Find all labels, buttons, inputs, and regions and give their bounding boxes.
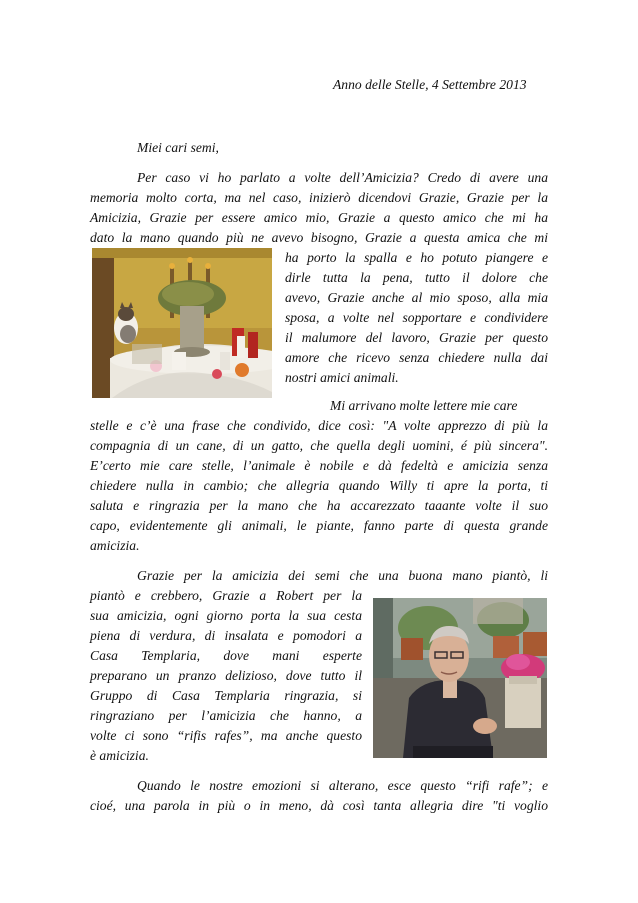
- paragraph-3-line: volte ci sono “rifis rafes”, ma anche questo: [90, 728, 362, 743]
- paragraph-3-line: piantò e crebbero, Grazie a Robert per la: [90, 588, 362, 603]
- paragraph-3-line: è amicizia.: [90, 748, 149, 763]
- paragraph-2-line: compagnia di un cane, di un gatto, che quella degli uomini, é più sincera".: [90, 438, 548, 453]
- paragraph-2-line: amicizia.: [90, 538, 140, 553]
- man-portrait-photo: [373, 598, 547, 758]
- paragraph-2-line: saluta e ringrazia per la mano che ha accarezzato taaante volte il suo: [90, 498, 548, 513]
- salutation: Miei cari semi,: [137, 140, 219, 155]
- paragraph-2-line: E’certo mie care stelle, l’animale è nobile e dà fedeltà e amicizia senza: [90, 458, 548, 473]
- paragraph-1-line: nostri amici animali.: [285, 370, 399, 385]
- paragraph-3-line: Casa Templaria, dove mani esperte: [90, 648, 362, 663]
- paragraph-3-line: Gruppo di Casa Templaria ringrazia, si: [90, 688, 362, 703]
- paragraph-3-line: preparano un pranzo delizioso, dove tutto il: [90, 668, 362, 683]
- paragraph-1-line: Amicizia, Grazie per essere amico mio, Grazie a questo amico che mi ha: [90, 210, 548, 225]
- paragraph-1-line: Per caso vi ho parlato a volte dell’Amicizia? Credo di avere una: [137, 170, 548, 185]
- paragraph-2-line: Mi arrivano molte lettere mie care: [330, 398, 518, 413]
- paragraph-4-line: cioé, una parola in più o in meno, dà così tanta allegria dire "ti voglio: [90, 798, 548, 813]
- paragraph-1-line: sposa, a volte nel sopportare e condividere: [285, 310, 548, 325]
- paragraph-1-line: il malumore del lavoro, Grazie per questo: [285, 330, 548, 345]
- paragraph-3-line: Grazie per la amicizia dei semi che una buona mano piantò, li: [137, 568, 548, 583]
- paragraph-1-line: ha porto la spalla e ho potuto piangere e: [285, 250, 548, 265]
- paragraph-3-line: piena di verdura, di insalata e pomodori a: [90, 628, 362, 643]
- paragraph-2-line: stelle e c’è una frase che condivido, dice così: "A volte apprezzo di più la: [90, 418, 548, 433]
- letter-date: Anno delle Stelle, 4 Settembre 2013: [333, 77, 527, 92]
- paragraph-3-line: ringraziano per l’amicizia che hanno, a: [90, 708, 362, 723]
- paragraph-1-line: amore che ricevo senza chiedere nulla dai: [285, 350, 548, 365]
- paragraph-4-line: Quando le nostre emozioni si alterano, esce questo “rifi rafe”; e: [137, 778, 548, 793]
- paragraph-2-line: chiedere nulla in cambio; che allegria quando Willy ti apre la porta, ti: [90, 478, 548, 493]
- paragraph-1-line: avevo, Grazie anche al mio sposo, alla mia: [285, 290, 548, 305]
- paragraph-1-line: dirle tutta la pena, tutto il dolore che: [285, 270, 548, 285]
- paragraph-2-line: capo, evidentemente gli animali, le piante, fanno parte di questa grande: [90, 518, 548, 533]
- paragraph-3-line: sua amicizia, ogni giorno porta la sua cesta: [90, 608, 362, 623]
- altar-photo: [92, 248, 272, 398]
- paragraph-1-line: dato la mano quando più ne avevo bisogno, Grazie a questa amica che mi: [90, 230, 548, 245]
- paragraph-1-line: memoria molto corta, ma nel caso, inizierò dicendovi Grazie, Grazie per la: [90, 190, 548, 205]
